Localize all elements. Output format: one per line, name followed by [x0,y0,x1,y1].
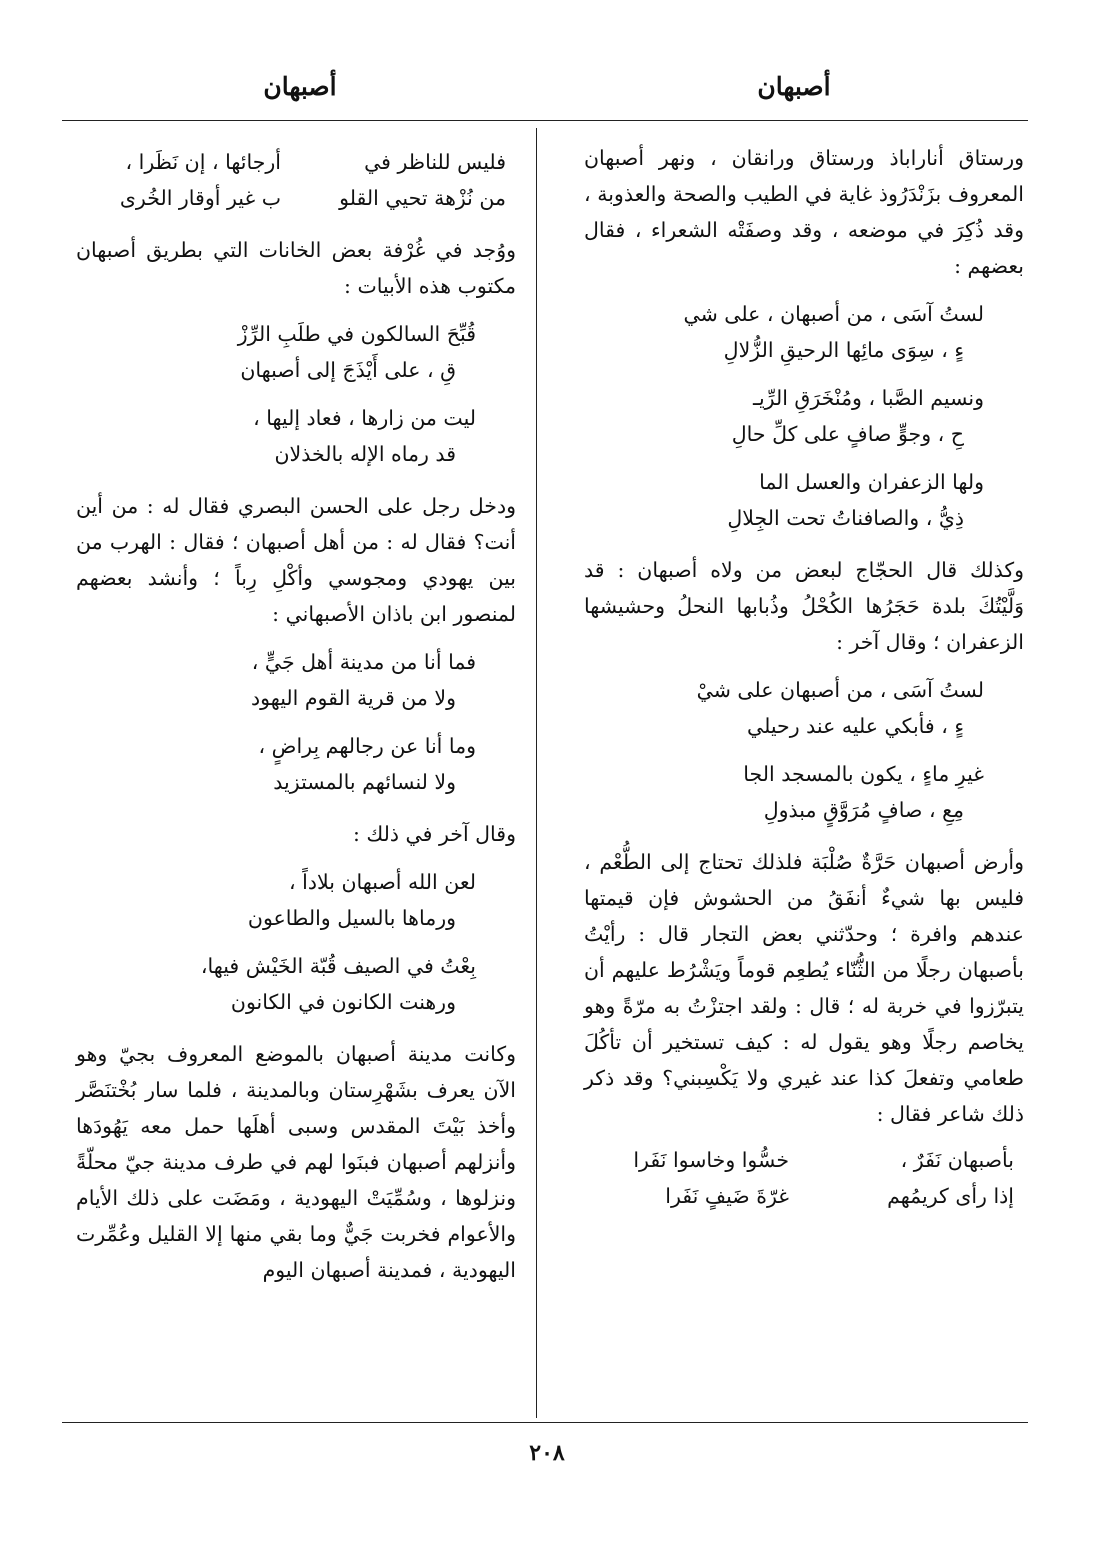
verse-line: ورهنت الكانون في الكانون [230,990,456,1014]
verse-line: بِعْتُ في الصيف قُبّة الخَيْش فيها، [200,954,476,978]
verse-line: ولها الزعفران والعسل الما [759,470,984,494]
verse-line: ولا لنسائهم بالمستزيد [273,770,456,794]
verse-line: لعن الله أصبهان بلاداً ، [289,870,476,894]
poem [76,644,516,800]
verse-line: لستُ آسَى ، من أصبهان ، على شي [683,302,984,326]
header-rule [62,120,1028,121]
verse-line: ولا من قرية القوم اليهود [251,686,456,710]
poem [76,864,516,1020]
verse-line: حِ ، وجوٍّ صافٍ على كلِّ حالِ [731,422,964,446]
verse-line: إذا رأى كريمُهم [887,1184,1014,1208]
verse-line: قد رماه الإله بالخذلان [274,442,456,466]
left-column [76,140,516,1298]
verse-line: أرجائها ، إن نَظَرا ، [125,150,281,174]
verse-line: ءٍ ، سِوَى مائِها الرحيقِ الزُّلالِ [723,338,964,362]
verse-line: من نُزْهة تحيي القلو [339,186,506,210]
paragraph: ودخل رجل على الحسن البصري فقال له : من أين أنت؟ فقال له : من أهل أصبهان ؛ فقال : الهرب من بين يهودي ومجوسي وأكْلِ رِباً ؛ وأنشد بعضهم لمنصور ابن باذان الأصبهاني : [76,494,516,626]
verse-line: قِ ، على أَيْذَجَ إلى أصبهان [240,358,456,382]
verse-line: ورماها بالسيل والطاعون [247,906,456,930]
poem [584,1142,1024,1214]
poem [584,296,1024,536]
right-column [584,140,1024,1230]
verse-line: ذِيُّ ، والصافناتُ تحت الجِلالِ [727,506,964,530]
paragraph: وقال آخر في ذلك : [352,822,516,846]
verse-line: وما أنا عن رجالهم بِراضٍ ، [258,734,476,758]
poem [76,144,516,216]
running-header-right: أصبهان [757,72,831,101]
verse-line: ءٍ ، فأبكي عليه عند رحيلي [746,714,964,738]
page-number: ٢٠٨ [529,1440,565,1466]
poem [76,316,516,472]
paragraph: ووُجد في غُرْفة بعض الخانات التي بطريق أصبهان مكتوب هذه الأبيات : [76,238,516,298]
verse-line: مِعِ ، صافٍ مُرَوَّقٍ مبذولِ [763,798,964,822]
verse-line: فما أنا من مدينة أهل جَيٍّ ، [251,650,476,674]
poem [584,672,1024,828]
footer-rule [62,1422,1028,1423]
verse-line: ب غير أوقار الخُرى [119,186,281,210]
verse-line: ونسيم الصَّبا ، ومُنْخَرَقِ الرِّيـ [752,386,984,410]
verse-line: لستُ آسَى ، من أصبهان على شيْ [696,678,984,702]
verse-line: ليت من زارها ، فعاد إليها ، [253,406,476,430]
column-divider [536,128,537,1418]
paragraph: ورستاق أناراباذ ورستاق ورانقان ، ونهر أصبهان المعروف بزَنْدَرُوذ غاية في الطيب والصحة والعذوبة ، وقد ذُكِرَ في موضعه ، وقد وصفَتْه الشعراء ، فقال بعضهم : [584,146,1024,278]
verse-line: خسُّوا وخاسوا نَفَرا [633,1148,789,1172]
verse-line: قُبِّحَ السالكون في طلَبِ الرِّزْ [237,322,476,346]
verse-line: بأصبهان نَفَرٌ ، [900,1148,1014,1172]
verse-line: فليس للناظر في [364,150,506,174]
verse-line: غيرِ ماءٍ ، يكون بالمسجد الجا [743,762,984,786]
paragraph: وأرض أصبهان حَرَّةٌ صُلْبَة فلذلك تحتاج إلى الطُّعْم ، فليس بها شيءٌ أنفَقُ من الحشوش فإن قيمتها عندهم وافرة ؛ وحدّثني بعض التجار قال : رأيْتُ بأصبهان رجلًا من الثُّنّاء يُطعِم قوماً ويَشْرُط عليهم أن يتبرّزوا في خربة له ؛ قال : ولقد اجتزْتُ به مرّةً وهو يخاصم رجلًا وهو يقول له : كيف تستخير أن تأكُلَ طعامي وتفعلَ كذا عند غيري ولا يَكْسِبني؟ وقد ذكر ذلك شاعر فقال : [584,850,1024,1126]
verse-line: غرّةَ ضَيفٍ نَفَرا [665,1184,789,1208]
paragraph: وكذلك قال الحجّاج لبعض من ولاه أصبهان : قد وَلَّيْتُكَ بلدة حَجَرُها الكُحْلُ وذُبابها النحلُ وحشيشها الزعفران ؛ وقال آخر : [584,558,1024,654]
paragraph: وكانت مدينة أصبهان بالموضع المعروف بجيّ وهو الآن يعرف بشَهْرِستان وبالمدينة ، فلما سار بُخْتنَصَّر وأخذ بَيْتَ المقدس وسبى أهلَها حمل معه يَهُودَها وأنزلهم أصبهان فبنَوا لهم في طرف مدينة جيّ محلّةً ونزلوها ، وسُمِّيَتْ اليهودية ، ومَضَت على ذلك الأيام والأعوام فخربت جَيٌّ وما بقي منها إلا القليل وعُمِّرت اليهودية ، فمدينة أصبهان اليوم [76,1042,516,1282]
running-header-left: أصبهان [263,72,337,101]
